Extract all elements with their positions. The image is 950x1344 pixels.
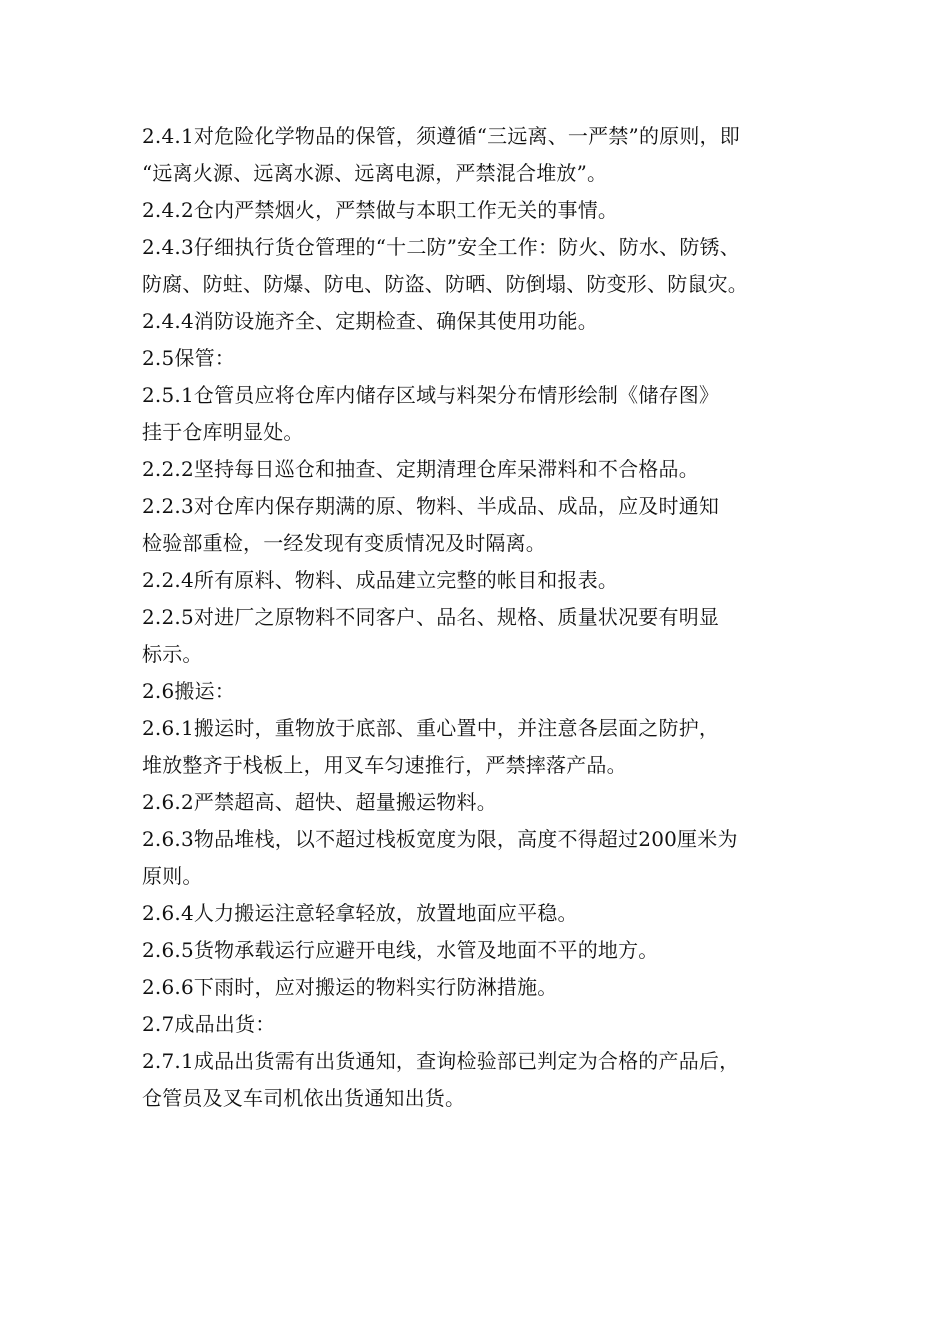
document-body: [142, 118, 822, 1117]
text-line: 2.7.1成品出货需有出货通知，查询检验部已判定为合格的产品后，: [142, 1049, 740, 1073]
text-line: 2.6.2严禁超高、超快、超量搬运物料。: [142, 790, 497, 814]
text-line: 堆放整齐于栈板上，用叉车匀速推行，严禁摔落产品。: [142, 753, 627, 777]
section-heading: 2.7成品出货：: [142, 1012, 276, 1036]
text-line: 防腐、防蛀、防爆、防电、防盗、防晒、防倒塌、防变形、防鼠灾。: [142, 272, 748, 296]
text-line: 挂于仓库明显处。: [142, 420, 304, 444]
text-line: 2.4.3仔细执行货仓管理的“十二防”安全工作：防火、防水、防锈、: [142, 235, 740, 259]
text-line: 2.4.1对危险化学物品的保管，须遵循“三远离、一严禁”的原则，即: [142, 124, 740, 148]
section-heading: 2.6搬运：: [142, 679, 236, 703]
text-line: 2.4.2仓内严禁烟火，严禁做与本职工作无关的事情。: [142, 198, 619, 222]
section-heading: 2.5保管：: [142, 346, 236, 370]
text-line: 2.6.4人力搬运注意轻拿轻放，放置地面应平稳。: [142, 901, 578, 925]
text-line: 2.4.4消防设施齐全、定期检查、确保其使用功能。: [142, 309, 598, 333]
text-line: 2.6.3物品堆栈，以不超过栈板宽度为限，高度不得超过200厘米为: [142, 827, 738, 851]
text-line: 2.2.5对进厂之原物料不同客户、品名、规格、质量状况要有明显: [142, 605, 720, 629]
text-line: 原则。: [142, 864, 203, 888]
text-line: 2.2.3对仓库内保存期满的原、物料、半成品、成品，应及时通知: [142, 494, 720, 518]
text-line: 标示。: [142, 642, 203, 666]
text-line: 检验部重检，一经发现有变质情况及时隔离。: [142, 531, 546, 555]
text-line: 2.2.4所有原料、物料、成品建立完整的帐目和报表。: [142, 568, 619, 592]
text-line: 2.2.2坚持每日巡仓和抽查、定期清理仓库呆滞料和不合格品。: [142, 457, 699, 481]
text-line: 2.6.6下雨时，应对搬运的物料实行防淋措施。: [142, 975, 558, 999]
text-line: 2.6.5货物承载运行应避开电线，水管及地面不平的地方。: [142, 938, 659, 962]
text-line: 2.5.1仓管员应将仓库内储存区域与料架分布情形绘制《储存图》: [142, 383, 720, 407]
text-line: 2.6.1搬运时，重物放于底部、重心置中，并注意各层面之防护，: [142, 716, 720, 740]
text-line: “远离火源、远离水源、远离电源，严禁混合堆放”。: [142, 161, 608, 185]
text-line: 仓管员及叉车司机依出货通知出货。: [142, 1086, 466, 1110]
